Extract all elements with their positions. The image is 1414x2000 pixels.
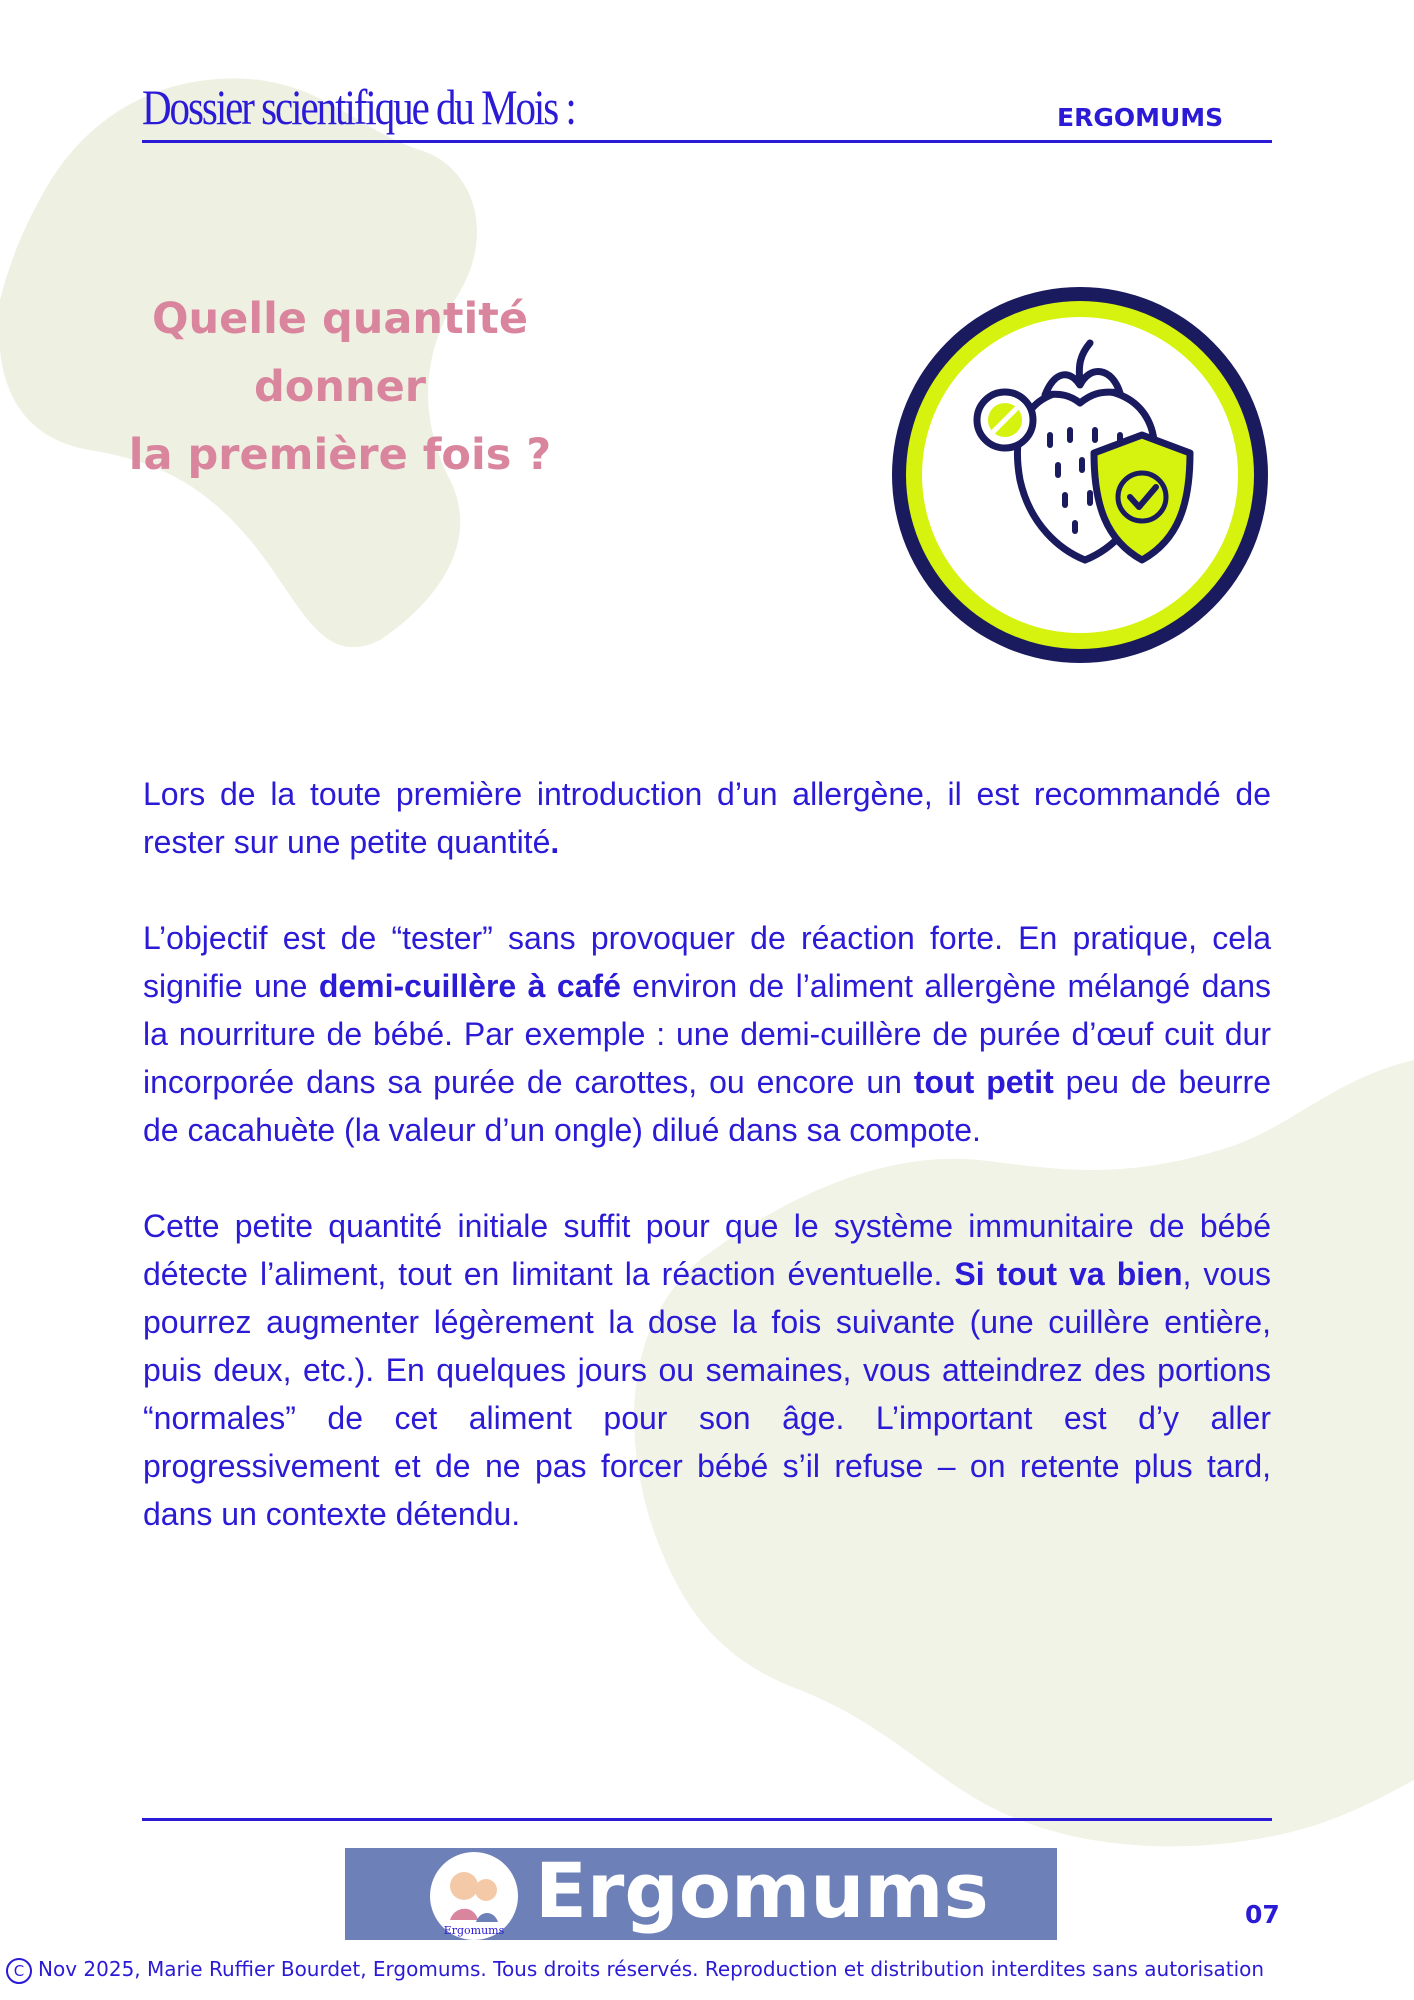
p3-run: Cette petite quantité initiale suffit pour que le système immunitaire de bébé détecte l’aliment, tout en limitant la réaction éventuelle. bbox=[143, 1208, 1271, 1292]
p2-run: tout petit bbox=[913, 1064, 1054, 1100]
logo-wordmark: Ergomums bbox=[535, 1846, 989, 1935]
p1-run: . bbox=[550, 824, 560, 860]
footer-divider bbox=[142, 1818, 1272, 1821]
question-line-2: la première fois ? bbox=[128, 430, 552, 480]
p2-run: demi-cuillère à café bbox=[318, 968, 621, 1004]
ergomums-badge-icon bbox=[428, 1850, 520, 1942]
p1-run: Lors de la toute première introduction d’un allergène, il est recommandé de rester sur une petite quantité bbox=[143, 776, 1271, 860]
copyright-text: Nov 2025, Marie Ruffier Bourdet, Ergomums. Tous droits réservés. Reproduction et distribution interdites sans autorisation bbox=[38, 1957, 1265, 1981]
paragraph-2 bbox=[143, 914, 1271, 1154]
paragraph-3 bbox=[143, 1202, 1271, 1538]
header-brand: ERGOMUMS bbox=[1057, 103, 1224, 132]
p3-run: Si tout va bien bbox=[954, 1256, 1183, 1292]
body-text bbox=[143, 770, 1271, 1586]
p2-run: peu de beurre de cacahuète (la valeur d’un ongle) dilué dans sa compote. bbox=[143, 1064, 1271, 1148]
section-question bbox=[60, 285, 620, 489]
question-line-1: Quelle quantité donner bbox=[152, 294, 528, 412]
copyright-footer bbox=[6, 1957, 1264, 1984]
p2-run: L’objectif est de “tester” sans provoquer de réaction forte. En pratique, cela signifie une bbox=[143, 920, 1271, 1004]
svg-text:Ergomums: Ergomums bbox=[443, 1924, 505, 1937]
document-title: Dossier scientifique du Mois : bbox=[142, 79, 575, 135]
p2-run: environ de l’aliment allergène mélangé dans la nourriture de bébé. Par exemple : une demi-cuillère de purée d’œuf cuit dur incorporée dans sa purée de carottes, ou encore un bbox=[143, 968, 1272, 1100]
header-divider bbox=[142, 140, 1272, 143]
page-number: 07 bbox=[1245, 1900, 1280, 1929]
p3-run: , vous pourrez augmenter légèrement la dose la fois suivante (une cuillère entière, puis deux, etc.). En quelques jours ou semaines, vous atteindrez des portions “normales” de cet aliment pour son âge. L’important est d’y aller progressivement et de ne pas forcer bébé s’il refuse – on retente plus tard, dans un contexte détendu. bbox=[143, 1256, 1272, 1532]
copyright-icon: C bbox=[6, 1958, 32, 1984]
paragraph-1 bbox=[143, 770, 1271, 866]
strawberry-shield-check-icon bbox=[880, 275, 1280, 675]
